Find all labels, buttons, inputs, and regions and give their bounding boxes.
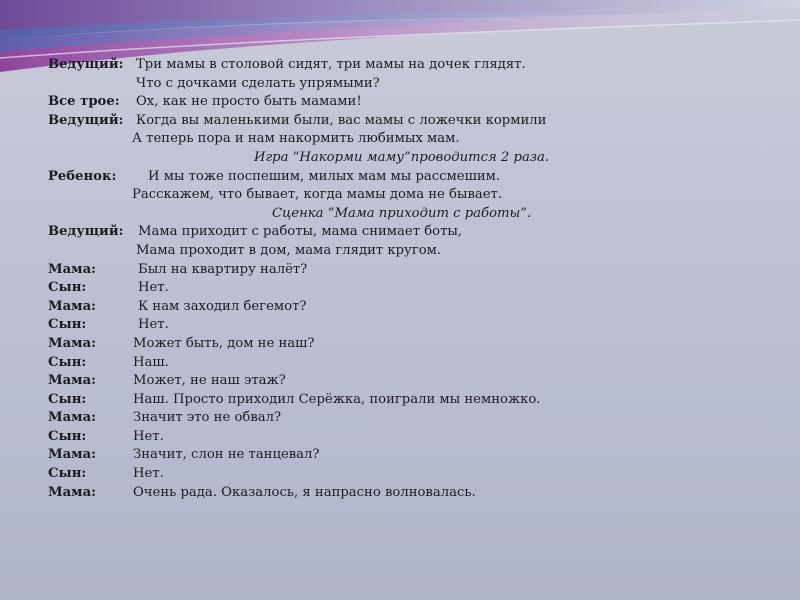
speaker-label: Все трое:	[48, 94, 120, 110]
speaker-label: Сын:	[48, 391, 87, 407]
speaker-label: Сын:	[48, 354, 87, 370]
speaker-label: Мама:	[48, 298, 97, 314]
speaker-label: Мама:	[48, 261, 97, 277]
script-line	[48, 242, 768, 261]
script-line	[48, 205, 768, 224]
script-line	[48, 93, 768, 112]
line-text: Нет.	[133, 428, 164, 444]
line-text: Наш.	[133, 354, 169, 370]
script-line	[48, 484, 768, 503]
line-text: Может быть, дом не наш?	[133, 335, 315, 351]
script-line	[48, 391, 768, 410]
line-text: Расскажем, что бывает, когда мамы дома не бывает.	[132, 187, 503, 203]
script-line	[48, 186, 768, 205]
script-line	[48, 372, 768, 391]
line-text: Ох, как не просто быть мамами!	[136, 94, 362, 110]
speaker-label: Мама:	[48, 410, 97, 426]
line-text: Нет.	[138, 280, 169, 296]
stage-direction: Сценка “Мама приходит с работы”.	[272, 205, 532, 221]
line-text: Нет.	[133, 466, 164, 482]
line-text: К нам заходил бегемот?	[138, 298, 307, 314]
script-line	[48, 354, 768, 373]
script-line	[48, 298, 768, 317]
speaker-label: Ведущий:	[48, 224, 124, 240]
script-line	[48, 279, 768, 298]
speaker-label: Сын:	[48, 317, 87, 333]
stage-direction: Игра “Накорми маму”проводится 2 раза.	[254, 149, 550, 165]
line-text: Значит это не обвал?	[133, 410, 282, 426]
line-text: Мама проходит в дом, мама глядит кругом.	[136, 242, 442, 258]
speaker-label: Сын:	[48, 466, 87, 482]
script-line	[48, 112, 768, 131]
script-line	[48, 446, 768, 465]
speaker-label: Ведущий:	[48, 57, 124, 72]
line-text: Что с дочками сделать упрямыми?	[136, 75, 380, 91]
script-line	[48, 335, 768, 354]
script-line	[48, 465, 768, 484]
line-text: Когда вы маленькими были, вас мамы с ложечки кормили	[136, 112, 547, 128]
line-text: А теперь пора и нам накормить любимых мам.	[132, 131, 460, 147]
line-text: Может, не наш этаж?	[133, 373, 286, 389]
line-text: Нет.	[138, 317, 169, 333]
line-text: Значит, слон не танцевал?	[133, 447, 320, 463]
speaker-label: Мама:	[48, 335, 97, 351]
speaker-label: Сын:	[48, 428, 87, 444]
script-line	[48, 130, 768, 149]
speaker-label: Мама:	[48, 447, 97, 463]
speaker-label: Мама:	[48, 373, 97, 389]
script-line	[48, 261, 768, 280]
line-text: И мы тоже поспешим, милых мам мы рассмешим.	[148, 168, 501, 184]
script-line	[48, 168, 768, 187]
line-text: Мама приходит с работы, мама снимает боты,	[138, 224, 463, 240]
line-text: Три мамы в столовой сидят, три мамы на дочек глядят.	[136, 57, 526, 72]
speaker-label: Ведущий:	[48, 112, 124, 128]
script-line	[48, 223, 768, 242]
script-line	[48, 149, 768, 168]
script-line	[48, 75, 768, 94]
speaker-label: Ребенок:	[48, 168, 117, 184]
line-text: Очень рада. Оказалось, я напрасно волновалась.	[133, 484, 476, 500]
script-line	[48, 428, 768, 447]
speaker-label: Мама:	[48, 484, 97, 500]
line-text: Был на квартиру налёт?	[138, 261, 308, 277]
speaker-label: Сын:	[48, 280, 87, 296]
script-line	[48, 316, 768, 335]
script-line	[48, 409, 768, 428]
line-text: Наш. Просто приходил Серёжка, поиграли мы немножко.	[133, 391, 541, 407]
script-text	[48, 56, 768, 502]
script-line	[48, 56, 768, 75]
